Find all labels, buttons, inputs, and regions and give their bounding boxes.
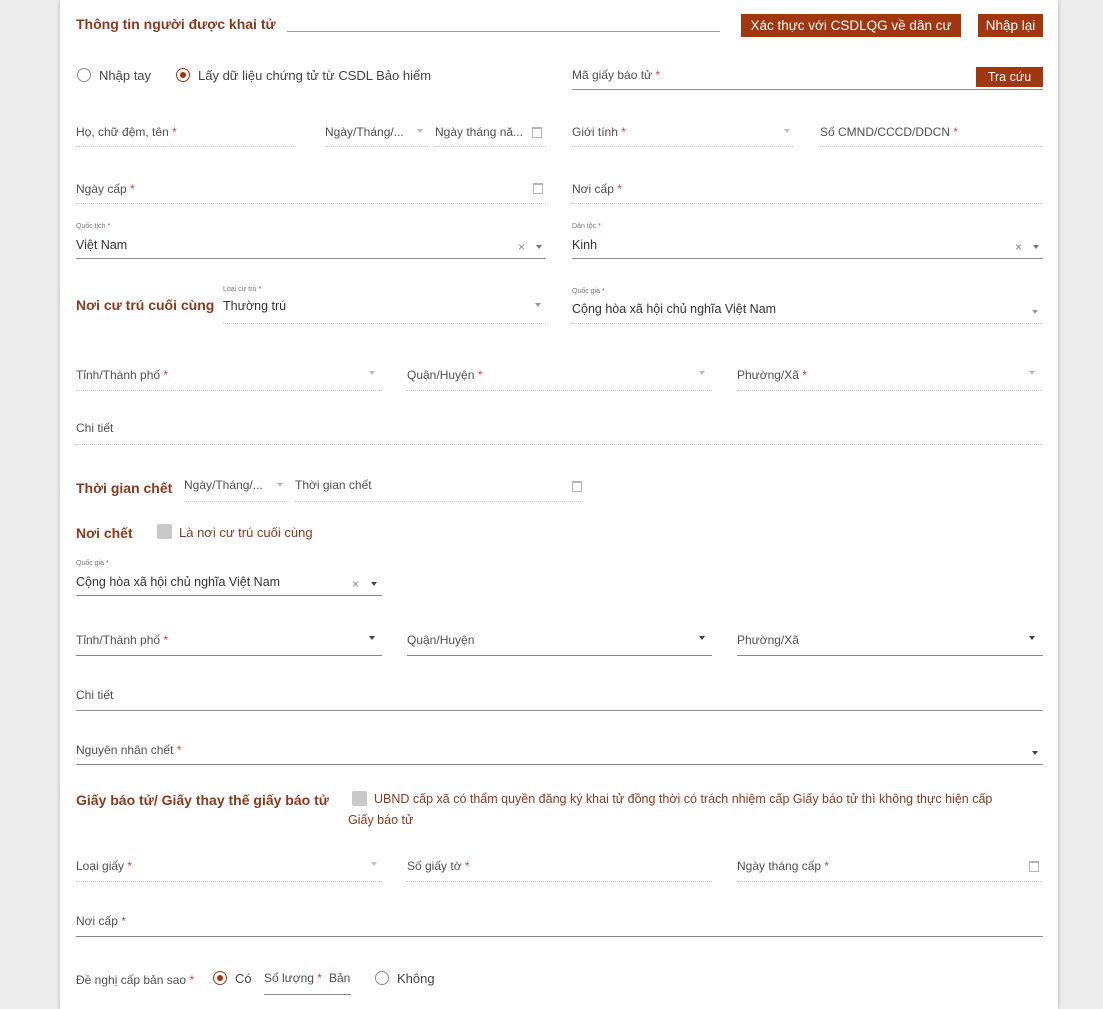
verify-national-db-button[interactable]: Xác thực với CSDLQG về dân cư — [741, 14, 961, 37]
header-divider — [287, 31, 720, 32]
death-cause-label: Nguyên nhân chết * — [76, 743, 182, 757]
chevron-down-icon — [371, 862, 377, 866]
lookup-button[interactable]: Tra cứu — [976, 67, 1043, 87]
ethnicity-label: Dân tộc * — [572, 223, 601, 230]
certificate-issue-place-input[interactable] — [76, 936, 1043, 937]
clear-icon[interactable]: × — [518, 240, 526, 254]
chevron-down-icon — [535, 303, 541, 307]
copy-quantity-input[interactable] — [264, 994, 351, 995]
certificate-issue-date-input[interactable] — [737, 881, 1043, 882]
certificate-number-label: Số giấy tờ * — [407, 859, 470, 873]
nationality-select[interactable]: Việt Nam — [76, 238, 128, 252]
calendar-icon[interactable] — [533, 183, 543, 194]
section-title-death-place: Nơi chết — [76, 525, 133, 541]
death-detail-input[interactable] — [76, 710, 1043, 711]
certificate-number-input[interactable] — [407, 881, 712, 882]
radio-insurance-db[interactable] — [176, 68, 190, 82]
clear-icon[interactable]: × — [352, 577, 360, 591]
residence-district-label: Quận/Huyện * — [407, 368, 483, 382]
residence-type-underline — [223, 323, 546, 324]
birth-date-format-select[interactable]: Ngày/Tháng/... — [325, 125, 404, 139]
full-name-label: Họ, chữ đệm, tên * — [76, 125, 177, 139]
chevron-down-icon — [369, 371, 375, 375]
nationality-label: Quốc tịch * — [76, 223, 111, 230]
residence-province-label: Tỉnh/Thành phố * — [76, 368, 169, 382]
death-time-format-underline — [184, 501, 287, 502]
chevron-down-icon — [699, 371, 705, 375]
residence-type-select[interactable]: Thường trú — [223, 299, 287, 313]
nationality-underline — [76, 258, 546, 259]
death-ward-label: Phường/Xã — [737, 633, 799, 647]
residence-country-label: Quốc gia * — [572, 288, 605, 295]
death-country-label: Quốc gia * — [76, 560, 109, 567]
residence-district-select[interactable] — [407, 390, 712, 391]
calendar-icon[interactable] — [1029, 861, 1039, 872]
issue-place-label: Nơi cấp * — [572, 182, 622, 196]
gender-label: Giới tính * — [572, 125, 626, 139]
death-country-select[interactable]: Cộng hòa xã hội chủ nghĩa Việt Nam — [76, 575, 281, 589]
copy-quantity-unit: Bản — [329, 971, 351, 985]
same-as-residence-label: Là nơi cư trú cuối cùng — [179, 525, 313, 540]
birth-date-label: Ngày tháng nă... — [435, 125, 524, 139]
copy-quantity-label: Số lượng * — [264, 971, 322, 985]
death-time-format-select[interactable]: Ngày/Tháng/... — [184, 478, 263, 492]
chevron-down-icon — [417, 129, 423, 133]
clear-icon[interactable]: × — [1015, 240, 1023, 254]
chevron-down-icon — [699, 636, 705, 640]
certificate-code-label: Mã giấy báo tử * — [572, 68, 661, 82]
chevron-down-icon — [277, 483, 283, 487]
residence-country-select[interactable]: Cộng hòa xã hội chủ nghĩa Việt Nam — [572, 302, 777, 316]
birth-date-format-underline — [325, 146, 428, 147]
residence-ward-label: Phường/Xã * — [737, 368, 807, 382]
issue-place-input[interactable] — [572, 203, 1043, 204]
section-title-last-residence: Nơi cư trú cuối cùng — [76, 297, 215, 313]
reset-button[interactable]: Nhập lại — [978, 14, 1043, 37]
section-title-death-certificate: Giấy báo tử/ Giấy thay thế giấy báo tử — [76, 792, 329, 808]
radio-insurance-db-label: Lấy dữ liệu chứng tử từ CSDL Bảo hiểm — [198, 68, 432, 83]
certificate-code-input[interactable] — [572, 89, 1043, 90]
no-certificate-needed-checkbox[interactable] — [352, 791, 367, 806]
same-as-residence-checkbox[interactable] — [157, 524, 172, 539]
issue-date-label: Ngày cấp * — [76, 182, 135, 196]
chevron-down-icon — [1032, 751, 1038, 755]
death-country-underline — [76, 595, 382, 596]
section-title-death-time: Thời gian chết — [76, 480, 173, 496]
page-scrollbar[interactable] — [1092, 0, 1103, 1009]
death-ward-select[interactable] — [737, 655, 1043, 656]
id-number-label: Số CMND/CCCD/DDCN * — [820, 125, 959, 139]
residence-province-select[interactable] — [76, 390, 382, 391]
full-name-input[interactable] — [76, 146, 296, 147]
residence-type-label: Loại cư trú * — [223, 286, 262, 293]
death-district-label: Quận/Huyện — [407, 633, 475, 647]
death-province-label: Tỉnh/Thành phố * — [76, 633, 169, 647]
chevron-down-icon — [784, 129, 790, 133]
chevron-down-icon[interactable] — [371, 582, 377, 586]
residence-detail-input[interactable] — [76, 444, 1043, 445]
ethnicity-underline — [572, 258, 1043, 259]
calendar-icon[interactable] — [532, 127, 542, 138]
residence-country-underline — [572, 323, 1043, 324]
radio-manual-entry-label: Nhập tay — [99, 68, 152, 83]
calendar-icon[interactable] — [572, 481, 582, 492]
radio-copy-yes[interactable] — [213, 971, 227, 985]
section-title-deceased-info: Thông tin người được khai tử — [76, 16, 276, 32]
chevron-down-icon — [1032, 310, 1038, 314]
birth-date-input[interactable] — [435, 146, 546, 147]
copy-request-label: Đề nghị cấp bản sao * — [76, 973, 195, 987]
id-number-input[interactable] — [820, 146, 1043, 147]
radio-copy-yes-label: Có — [235, 971, 252, 986]
death-registration-form — [60, 0, 1058, 1009]
certificate-type-label: Loại giấy * — [76, 859, 133, 873]
death-detail-label: Chi tiết — [76, 688, 114, 702]
certificate-issue-date-label: Ngày tháng cấp * — [737, 859, 830, 873]
radio-copy-no[interactable] — [375, 971, 389, 985]
gender-select[interactable] — [572, 146, 793, 147]
chevron-down-icon[interactable] — [1033, 245, 1039, 249]
death-cause-select[interactable] — [76, 764, 1043, 765]
issue-date-input[interactable] — [76, 203, 546, 204]
residence-ward-select[interactable] — [737, 390, 1043, 391]
chevron-down-icon[interactable] — [536, 245, 542, 249]
residence-detail-label: Chi tiết — [76, 421, 114, 435]
death-time-label: Thời gian chết — [295, 478, 372, 492]
chevron-down-icon — [1029, 636, 1035, 640]
chevron-down-icon — [369, 636, 375, 640]
certificate-note-line1: UBND cấp xã có thẩm quyền đăng ký khai tử đồng thời có trách nhiệm cấp Giấy báo tử thì không thực hiện cấp — [374, 792, 993, 806]
radio-manual-entry[interactable] — [77, 68, 91, 82]
ethnicity-select[interactable]: Kinh — [572, 238, 598, 252]
death-district-select[interactable] — [407, 655, 712, 656]
certificate-note-line2: Giấy báo tử — [348, 813, 414, 827]
death-time-input[interactable] — [295, 501, 583, 502]
chevron-down-icon — [1029, 371, 1035, 375]
death-province-select[interactable] — [76, 655, 382, 656]
radio-copy-no-label: Không — [397, 971, 435, 986]
certificate-type-select[interactable] — [76, 881, 382, 882]
certificate-issue-place-label: Nơi cấp * — [76, 914, 126, 928]
